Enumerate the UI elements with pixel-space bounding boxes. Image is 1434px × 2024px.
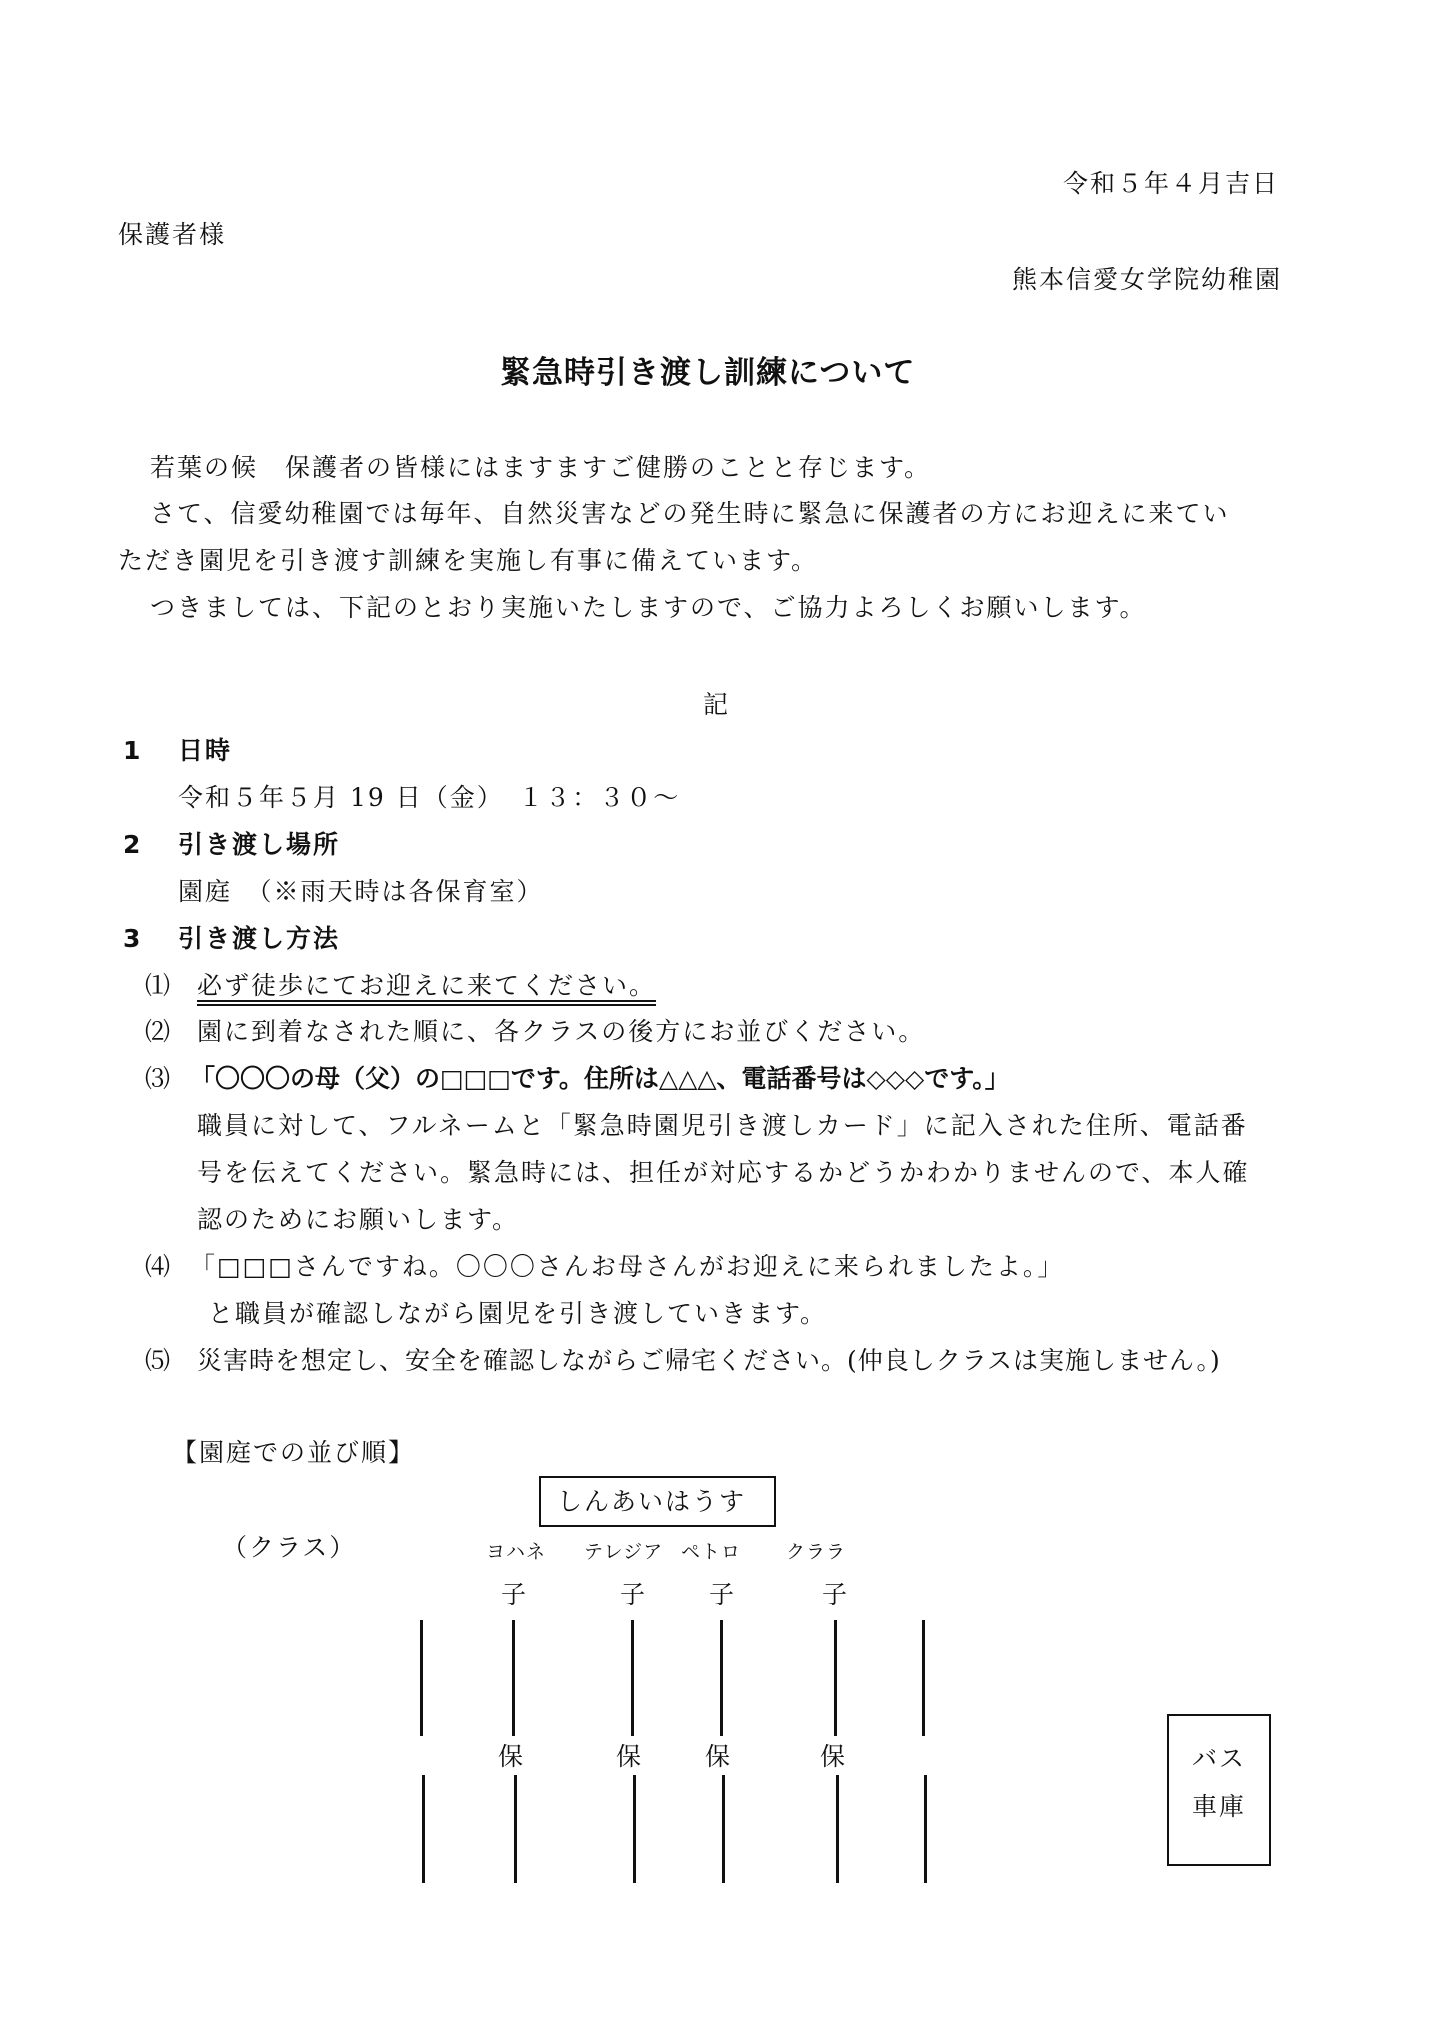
section-heading: 日時 <box>178 736 233 765</box>
document-date: 令和５年４月吉日 <box>1063 169 1280 198</box>
child-marker: 子 <box>620 1580 648 1609</box>
intro-line: つきましては、下記のとおり実施いたしますので、ご協力よろしくお願いします。 <box>150 593 1147 622</box>
garage-label: バス <box>1192 1744 1247 1773</box>
parent-marker: 保 <box>705 1742 733 1771</box>
item-number: ⑵ <box>145 1017 173 1046</box>
item-text: 園に到着なされた順に、各クラスの後方にお並びください。 <box>197 1017 926 1046</box>
sender: 熊本信愛女学院幼稚園 <box>1012 265 1283 294</box>
item-number: ⑸ <box>145 1346 173 1375</box>
section-heading: 引き渡し場所 <box>178 830 341 859</box>
line-divider <box>722 1775 725 1883</box>
line-divider <box>836 1775 839 1883</box>
garage-label: 車庫 <box>1192 1792 1247 1821</box>
item-number: ⑴ <box>145 971 173 1000</box>
intro-line: 若葉の候 保護者の皆様にはますますご健勝のことと存じます。 <box>150 453 932 482</box>
line-divider <box>512 1620 515 1736</box>
ki-label: 記 <box>703 690 731 719</box>
child-marker: 子 <box>822 1580 850 1609</box>
item-text: 「□□□さんですね。〇〇〇さんお母さんがお迎えに来られましたよ。」 <box>190 1252 1065 1281</box>
building-label: しんあいはうす <box>557 1487 747 1516</box>
line-divider <box>631 1620 634 1736</box>
class-name: ペトロ <box>681 1541 742 1563</box>
section-heading: 引き渡し方法 <box>178 924 341 953</box>
line-divider <box>924 1775 927 1883</box>
section-number: 3 <box>123 924 143 953</box>
intro-line: さて、信愛幼稚園では毎年、自然災害などの発生時に緊急に保護者の方にお迎えに来てい <box>150 499 1230 528</box>
item-text: 災害時を想定し、安全を確認しながらご帰宅ください。(仲良しクラスは実施しません。) <box>197 1346 1221 1375</box>
item-continuation: 認のためにお願いします。 <box>197 1205 520 1234</box>
parent-marker: 保 <box>820 1742 848 1771</box>
line-divider <box>834 1620 837 1736</box>
section-number: 1 <box>123 736 143 765</box>
line-divider <box>633 1775 636 1883</box>
line-divider <box>720 1620 723 1736</box>
item-continuation: と職員が確認しながら園児を引き渡していきます。 <box>208 1299 828 1328</box>
line-divider <box>422 1775 425 1883</box>
item-number: ⑶ <box>145 1064 173 1093</box>
item-continuation: 号を伝えてください。緊急時には、担任が対応するかどうかわかりませんので、本人確 <box>197 1158 1250 1187</box>
section-body-place: 園庭 （※雨天時は各保育室） <box>178 877 544 906</box>
child-marker: 子 <box>501 1580 529 1609</box>
section-number: 2 <box>123 830 143 859</box>
page-title: 緊急時引き渡し訓練について <box>500 355 916 391</box>
section-body-datetime: 令和５年５月 19 日（金） １３：３０～ <box>178 783 681 812</box>
child-marker: 子 <box>709 1580 737 1609</box>
class-name: クララ <box>786 1541 847 1563</box>
line-divider <box>514 1775 517 1883</box>
item-continuation: 職員に対して、フルネームと「緊急時園児引き渡しカード」に記入された住所、電話番 <box>197 1111 1248 1140</box>
parent-marker: 保 <box>616 1742 644 1771</box>
class-name: テレジア <box>584 1541 664 1563</box>
diagram-heading: 【園庭での並び順】 <box>172 1438 416 1467</box>
class-label: （クラス） <box>222 1533 357 1562</box>
line-divider <box>420 1620 423 1736</box>
item-number: ⑷ <box>145 1252 173 1281</box>
addressee: 保護者様 <box>118 220 227 249</box>
building-box <box>539 1476 776 1527</box>
bus-garage-box <box>1167 1714 1271 1866</box>
intro-line: ただき園児を引き渡す訓練を実施し有事に備えています。 <box>118 546 819 575</box>
item-text-emphasis: 必ず徒歩にてお迎えに来てください。 <box>197 971 657 1000</box>
class-name: ヨハネ <box>486 1541 547 1563</box>
line-divider <box>922 1620 925 1736</box>
parent-marker: 保 <box>498 1742 526 1771</box>
item-text-script: 「〇〇〇の母（父）の□□□です。住所は△△△、電話番号は◇◇◇です。」 <box>190 1064 1010 1093</box>
